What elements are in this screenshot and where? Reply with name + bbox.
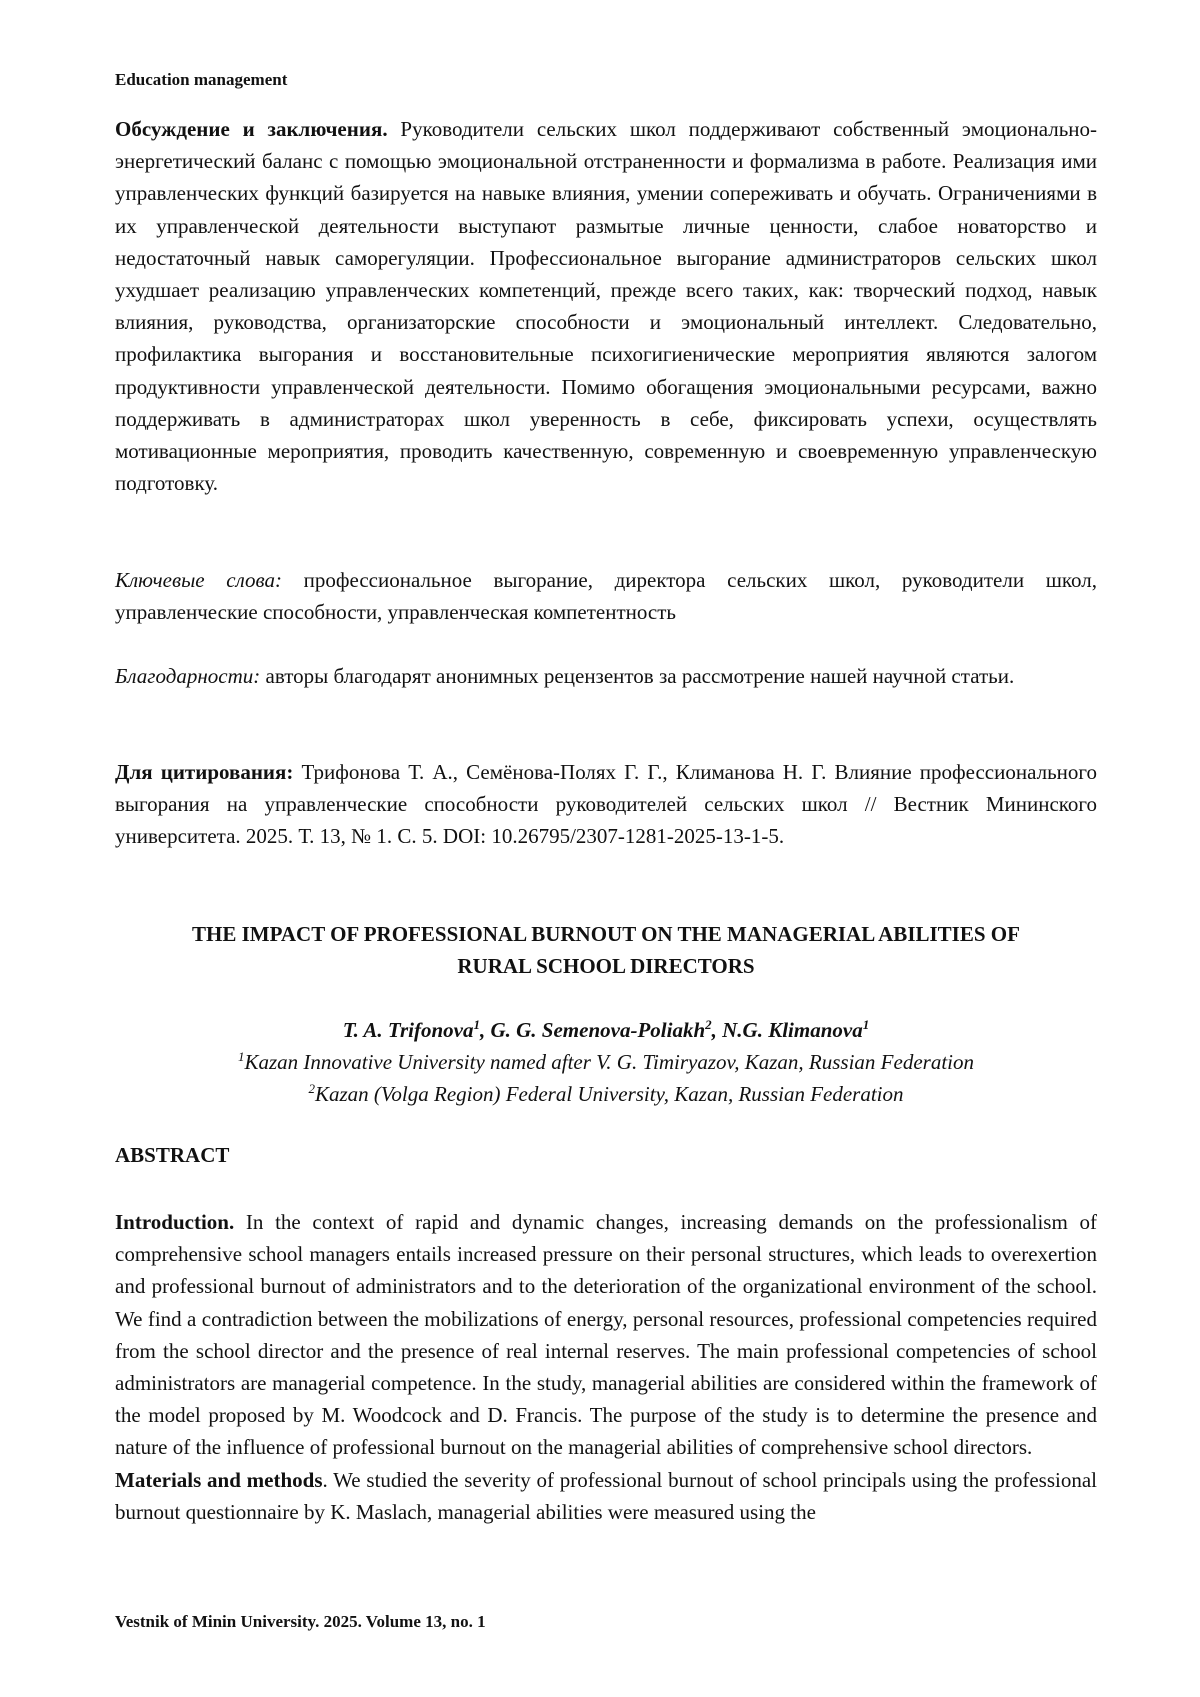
en-abstract-body <box>115 1206 1097 1528</box>
author-1: T. A. Trifonova <box>342 1018 474 1042</box>
affiliation-2-text: Kazan (Volga Region) Federal University, Kazan, Russian Federation <box>314 1082 904 1106</box>
en-methods-paragraph <box>115 1464 1097 1528</box>
author-1-affil: 1 <box>473 1017 480 1032</box>
affiliation-2-num: 2 <box>308 1081 315 1096</box>
en-methods-text: . We studied the severity of professional burnout of school principals using the professional burnout questionnaire by K. Maslach, managerial abilities were measured using the <box>115 1467 1097 1524</box>
affiliation-1-num: 1 <box>238 1049 245 1064</box>
en-introduction-paragraph <box>115 1206 1097 1464</box>
author-list <box>115 1014 1097 1046</box>
ru-citation-paragraph <box>115 756 1097 853</box>
author-2: G. G. Semenova-Poliakh <box>490 1018 706 1042</box>
ru-discussion-text: Руководители сельских школ поддерживают собственный эмоционально-энергетический баланс с помощью эмоциональной отстраненности и формализма в работе. Реализация ими управленческих функций базируется на навыке влияния, умении сопереживать и обучать. Ограничениями в их управленческой деятельности выступают размытые личные ценности, слабое новаторство и недостаточный навык саморегуляции. Профессиональное выгорание администраторов сельских школ ухудшает реализацию управленческих компетенций, прежде всего таких, как: творческий подход, навык влияния, руководства, организаторские способности и эмоциональный интеллект. Следовательно, профилактика выгорания и восстановительные психогигиенические мероприятия являются залогом продуктивности управленческой деятельности. Помимо обогащения эмоциональными ресурсами, важно поддерживать в администраторах школ уверенность в себе, фиксировать успехи, осуществлять мотивационные мероприятия, проводить качественную, современную и своевременную управленческую подготовку. <box>115 117 1097 496</box>
ru-ack-text: авторы благодарят анонимных рецензентов за рассмотрение нашей научной статьи. <box>260 664 1015 688</box>
article-title-en <box>115 918 1097 982</box>
ru-cite-label: Для цитирования: <box>115 760 294 784</box>
en-intro-label: Introduction. <box>115 1210 235 1234</box>
ru-keywords-text: профессиональное выгорание, директора сельских школ, руководители школ, управленческие способности, управленческая компетентность <box>115 568 1097 625</box>
ru-cite-text: Трифонова Т. А., Семёнова-Полях Г. Г., Климанова Н. Г. Влияние профессионального выгорания на управленческие способности руководителей сельских школ // Вестник Мининского университета. 2025. Т. 13, № 1. С. 5. DOI: 10.26795/2307-1281-2025-13-1-5. <box>115 760 1097 849</box>
affiliation-1-text: Kazan Innovative University named after V. G. Timiryazov, Kazan, Russian Federation <box>244 1050 974 1074</box>
ru-keywords-paragraph <box>115 564 1097 628</box>
en-intro-text: In the context of rapid and dynamic changes, increasing demands on the professionalism of comprehensive school managers entails increased pressure on their personal structures, which leads to overexertion and professional burnout of administrators and to the deterioration of the organizational environment of the school. We find a contradiction between the mobilizations of energy, personal resources, professional competencies required from the school director and the presence of real internal reserves. The main professional competencies of school administrators are managerial competence. In the study, managerial abilities are considered within the framework of the model proposed by M. Woodcock and D. Francis. The purpose of the study is to determine the presence and nature of the influence of professional burnout on the managerial abilities of comprehensive school directors. <box>115 1210 1097 1460</box>
affiliation-2 <box>115 1078 1097 1110</box>
author-sep: , <box>479 1018 491 1042</box>
author-3-affil: 1 <box>862 1017 870 1032</box>
title-line-1: THE IMPACT OF PROFESSIONAL BURNOUT ON THE MANAGERIAL ABILITIES OF <box>192 922 1020 946</box>
ru-keywords-label: Ключевые слова: <box>115 568 282 592</box>
affiliation-1 <box>115 1046 1097 1078</box>
title-line-2: RURAL SCHOOL DIRECTORS <box>457 954 755 978</box>
en-methods-label: Materials and methods <box>115 1467 323 1492</box>
abstract-heading: ABSTRACT <box>115 1143 230 1167</box>
ru-ack-label: Благодарности: <box>115 664 261 688</box>
author-2-affil: 2 <box>705 1017 712 1032</box>
ru-acknowledgements-paragraph <box>115 660 1097 692</box>
ru-discussion-paragraph <box>115 113 1097 499</box>
running-foot: Vestnik of Minin University. 2025. Volume 13, no. 1 <box>115 1612 486 1631</box>
ru-discussion-label: Обсуждение и заключения. <box>115 117 388 141</box>
author-3: N.G. Klimanova <box>722 1018 863 1042</box>
running-head: Education management <box>115 70 288 89</box>
authors-block <box>115 1014 1097 1110</box>
author-sep: , <box>711 1018 723 1042</box>
